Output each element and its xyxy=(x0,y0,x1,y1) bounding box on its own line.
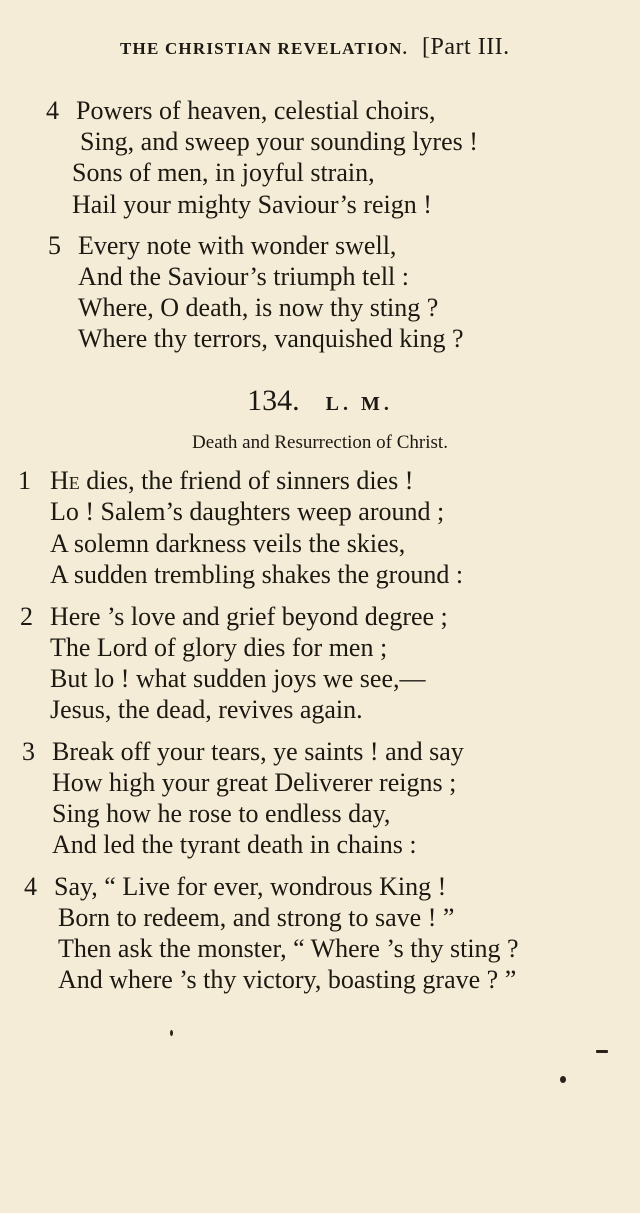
verse-number: 4 xyxy=(24,872,37,901)
hymn-meter: L. M. xyxy=(325,393,393,415)
verse-line: Sing how he rose to endless day, xyxy=(52,799,391,828)
part-label: [Part III. xyxy=(422,34,510,60)
first-word: He xyxy=(50,466,80,495)
running-head xyxy=(120,34,620,61)
verse-line: And the Saviour’s triumph tell : xyxy=(78,262,409,291)
verse-line: Sing, and sweep your sounding lyres ! xyxy=(80,127,478,156)
verse-line: Every note with wonder swell, xyxy=(78,231,397,260)
hymn-number: 134. xyxy=(247,384,300,417)
verse-number: 2 xyxy=(20,602,33,631)
verse-line: Break off your tears, ye saints ! and say xyxy=(52,737,464,766)
verse-line: Where, O death, is now thy sting ? xyxy=(78,293,439,322)
verse-line: And where ’s thy victory, boasting grave ? ” xyxy=(58,965,517,994)
verse-line: Jesus, the dead, revives again. xyxy=(50,695,363,724)
verse-number: 3 xyxy=(22,737,35,766)
verse-number: 4 xyxy=(46,96,59,125)
verse-number: 1 xyxy=(18,466,31,495)
hymn-subtitle: Death and Resurrection of Christ. xyxy=(192,432,448,453)
verse-line-dropcap xyxy=(50,466,413,496)
hymn-heading xyxy=(0,384,640,418)
verse-line: Say, “ Live for ever, wondrous King ! xyxy=(54,872,447,901)
verse-line: The Lord of glory dies for men ; xyxy=(50,633,388,662)
verse-line: Hail your mighty Saviour’s reign ! xyxy=(72,190,432,219)
running-title: THE CHRISTIAN REVELATION. xyxy=(120,39,409,58)
verse-line: Sons of men, in joyful strain, xyxy=(72,158,375,187)
verse-line: But lo ! what sudden joys we see,— xyxy=(50,664,426,693)
verse-line: And led the tyrant death in chains : xyxy=(52,830,417,859)
verse-line: Born to redeem, and strong to save ! ” xyxy=(58,903,455,932)
verse-line: Lo ! Salem’s daughters weep around ; xyxy=(50,497,445,526)
ink-speck xyxy=(560,1076,566,1083)
first-line-rest: dies, the friend of sinners dies ! xyxy=(79,466,414,495)
verse-line: How high your great Deliverer reigns ; xyxy=(52,768,457,797)
verse-number: 5 xyxy=(48,231,61,260)
verse-line: A solemn darkness veils the skies, xyxy=(50,529,406,558)
verse-line: Where thy terrors, vanquished king ? xyxy=(78,324,464,353)
verse-line: A sudden trembling shakes the ground : xyxy=(50,560,464,589)
verse-line: Powers of heaven, celestial choirs, xyxy=(76,96,436,125)
ink-speck xyxy=(596,1050,608,1053)
ink-speck xyxy=(170,1030,173,1036)
verse-line: Then ask the monster, “ Where ’s thy sting ? xyxy=(58,934,519,963)
verse-line: Here ’s love and grief beyond degree ; xyxy=(50,602,448,631)
